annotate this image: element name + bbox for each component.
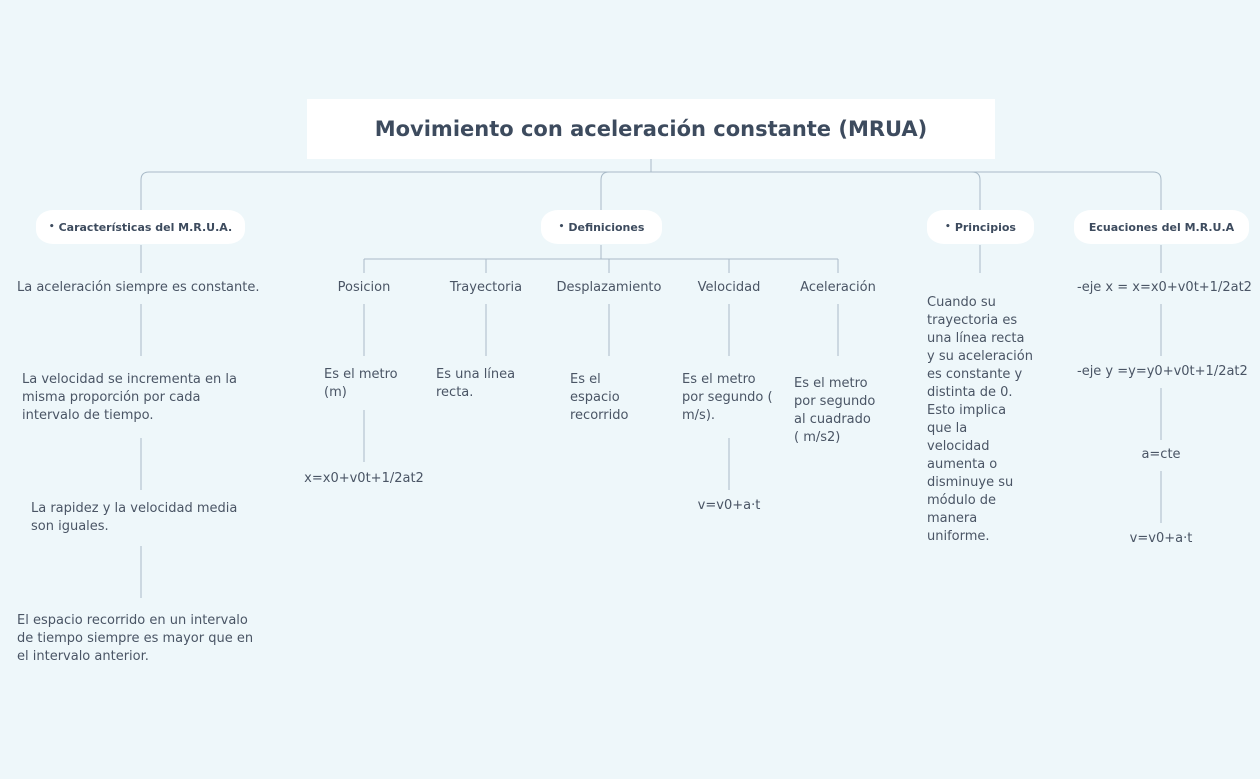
equation-item[interactable]: -eje x = x=x0+v0t+1/2at2	[1077, 280, 1252, 295]
bullet-icon: •	[945, 222, 951, 232]
principios-description[interactable]: Cuando su trayectoria es una línea recta y su aceleración es constante y distinta de 0. Esto implica que la velocidad aumenta o disminuye su módulo de manera uniforme.	[927, 295, 1033, 544]
topic-principios[interactable]	[927, 210, 1034, 244]
bullet-icon: •	[558, 222, 565, 232]
subtopic-desplazamiento[interactable]: Desplazamiento	[556, 280, 662, 295]
root-topic[interactable]	[307, 99, 995, 159]
connector-trunk	[141, 172, 1161, 210]
topic-caracteristicas[interactable]	[36, 210, 245, 244]
subtopic-caracteristica[interactable]: La velocidad se incrementa en la misma proporción por cada intervalo de tiempo.	[22, 372, 237, 423]
topic-label: Ecuaciones del M.R.U.A	[1088, 220, 1235, 234]
posicion-formula[interactable]: x=x0+v0t+1/2at2	[304, 471, 424, 486]
subtopic-trayectoria[interactable]: Trayectoria	[449, 280, 523, 295]
connector-definiciones	[601, 172, 609, 210]
subtopic-caracteristica[interactable]: El espacio recorrido en un intervalo de tiempo siempre es mayor que en el intervalo anterior.	[17, 613, 254, 664]
subtopic-velocidad[interactable]: Velocidad	[697, 280, 761, 295]
root-title: Movimiento con aceleración constante (MRUA)	[374, 117, 928, 141]
topic-label: Definiciones	[568, 220, 645, 234]
topic-ecuaciones[interactable]	[1074, 210, 1249, 244]
topic-label: Características del M.R.U.A.	[58, 220, 233, 234]
subtopic-posicion[interactable]: Posicion	[337, 280, 391, 295]
aceleracion-description[interactable]: Es el metro por segundo al cuadrado ( m/s2)	[794, 376, 876, 445]
topic-definiciones[interactable]	[541, 210, 662, 244]
subtopic-caracteristica[interactable]: La rapidez y la velocidad media son iguales.	[31, 501, 238, 534]
velocidad-formula[interactable]: v=v0+a·t	[697, 498, 761, 513]
posicion-description[interactable]: Es el metro (m)	[324, 367, 398, 400]
trayectoria-description[interactable]: Es una línea recta.	[436, 367, 516, 400]
velocidad-description[interactable]: Es el metro por segundo ( m/s).	[682, 372, 773, 423]
bullet-icon: •	[48, 222, 55, 232]
equation-item[interactable]: v=v0+a·t	[1129, 531, 1193, 546]
connector-principios	[972, 172, 980, 210]
desplazamiento-description[interactable]: Es el espacio recorrido	[570, 372, 629, 423]
subtopic-caracteristica[interactable]: La aceleración siempre es constante.	[17, 280, 260, 295]
equation-item[interactable]: -eje y =y=y0+v0t+1/2at2	[1077, 364, 1248, 379]
topic-label: Principios	[954, 220, 1016, 234]
equation-item[interactable]: a=cte	[1141, 447, 1181, 462]
subtopic-aceleracion[interactable]: Aceleración	[800, 280, 876, 295]
